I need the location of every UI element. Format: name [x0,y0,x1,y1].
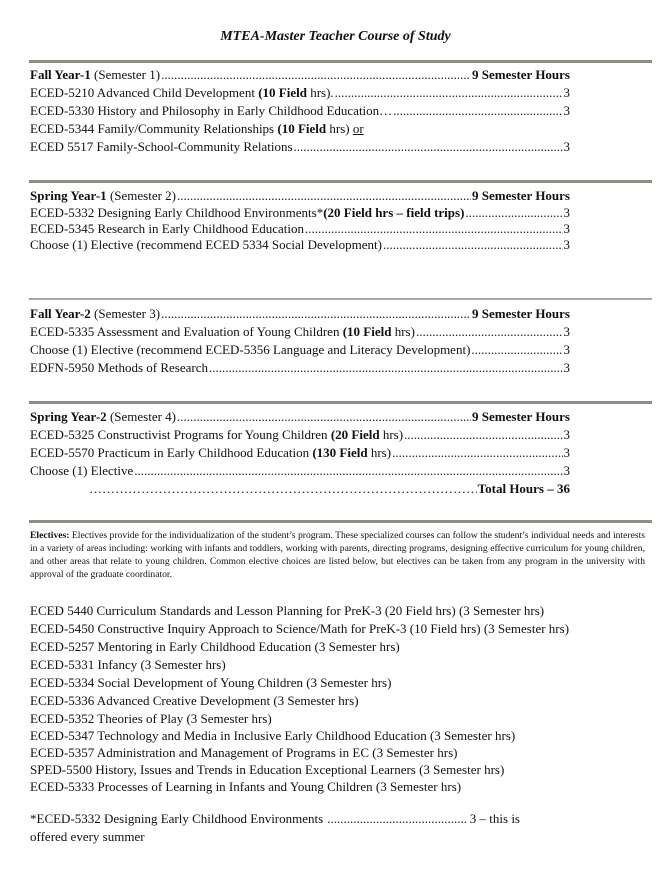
field-hours-suffix: hrs). [306,85,334,100]
course-row [30,84,570,102]
field-hours-suffix: hrs – field trips) [371,205,465,220]
semester-hours: 9 Semester Hours [472,306,570,321]
footnote [30,810,520,846]
leader-dots [393,102,562,120]
course-title: ECED-5344 Family/Community Relationships [30,121,278,136]
course-title: ECED-5570 Practicum in Early Childhood Education [30,445,313,460]
course-credits: 3 [563,103,570,118]
leader-dots [416,323,563,341]
leader-dots [294,138,563,156]
course-credits: 3 [563,342,570,357]
course-row [30,323,570,341]
course-row [30,120,570,138]
course-title: Choose (1) Elective (recommend ECED-5356 Language and Literacy Development) [30,342,471,357]
field-hours-suffix: hrs) [367,445,392,460]
section-divider [29,180,652,183]
semester-spring-year-1 [30,187,570,253]
semester-name: Spring Year-1 [30,188,107,203]
semester-name: Fall Year-2 [30,306,91,321]
leader-dots [383,237,563,253]
elective-item: ECED-5336 Advanced Creative Development (3 Semester hrs) [30,693,359,708]
semester-header [30,187,570,205]
course-row [30,444,570,462]
course-credits: 3 [563,221,570,236]
elective-item: SPED-5500 History, Issues and Trends in Education Exceptional Learners (3 Semester hrs) [30,762,505,777]
section-divider [29,401,652,404]
footnote-credits: 3 – this is [469,811,520,826]
elective-item: ECED-5331 Infancy (3 Semester hrs) [30,657,226,672]
course-title: ECED-5330 History and Philosophy in Early Childhood Education… [30,103,393,118]
leader-dots [161,66,471,84]
total-hours-row [30,480,570,498]
semester-fall-year-1 [30,66,570,156]
electives-text: Electives provide for the individualization of the student’s program. These specialized courses can follow the student’s individual needs and interests in a variety of areas including: working with infants and toddlers, working with parents, directing programs, designing effective curriculum for young children, and other areas that relate to young children. Common elective choices are listed below, but electives can be taken from any program in the university with approval of the graduate coordinator. [30,530,645,580]
course-credits: 3 [563,445,570,460]
course-title: ECED 5517 Family-School-Community Relations [30,139,293,154]
course-title: ECED-5210 Advanced Child Development [30,85,259,100]
field-hours: (10 Field [277,121,327,136]
leader-dots [305,221,562,237]
field-hours-suffix: hrs) [379,427,404,442]
leader-dots [404,426,562,444]
leader-dots [335,84,563,102]
semester-header [30,66,570,84]
field-hours: (20 Field [330,427,380,442]
course-row [30,102,570,120]
section-divider [29,298,652,300]
course-row [30,462,570,480]
semester-hours: 9 Semester Hours [472,188,570,203]
course-title: Choose (1) Elective [30,463,134,478]
or-connector: or [352,121,364,136]
leader-dots [327,810,466,828]
course-title: ECED-5332 Designing Early Childhood Environments* [30,205,324,220]
elective-item: ECED-5450 Constructive Inquiry Approach to Science/Math for PreK-3 (10 Field hrs) (3 Semester hrs) [30,621,570,636]
semester-number: (Semester 1) [90,67,161,82]
semester-number: (Semester 4) [106,409,176,424]
course-credits: 3 [563,463,570,478]
course-credits: 3 [563,360,570,375]
leader-dots [89,480,477,498]
semester-name: Fall Year-1 [30,67,91,82]
leader-dots [177,408,471,426]
document-title: MTEA-Master Teacher Course of Study [220,29,451,44]
field-hours-suffix: hrs) [391,324,415,339]
leader-dots [392,444,562,462]
footnote-course: *ECED-5332 Designing Early Childhood Environments [30,811,324,826]
course-title: ECED-5335 Assessment and Evaluation of Young Children [30,324,343,339]
semester-hours: 9 Semester Hours [472,409,570,424]
elective-item: ECED-5357 Administration and Management of Programs in EC (3 Semester hrs) [30,745,458,760]
course-row [30,237,570,253]
elective-list [30,602,660,795]
electives-lead: Electives: [30,530,70,541]
course-credits: 3 [563,205,570,220]
section-divider [29,520,652,523]
field-hours: (130 Field [312,445,368,460]
leader-dots [465,205,562,221]
footnote-availability: offered every summer [30,829,145,844]
course-credits: 3 [563,85,570,100]
field-hours: (10 Field [342,324,392,339]
electives-description [30,529,645,581]
elective-item: ECED-5352 Theories of Play (3 Semester hrs) [30,711,272,726]
course-title: ECED-5325 Constructivist Programs for Young Children [30,427,331,442]
course-row [30,221,570,237]
leader-dots [177,187,471,205]
leader-dots [209,359,563,377]
semester-number: (Semester 2) [106,188,176,203]
semester-header [30,408,570,426]
field-hours: (20 Field [323,205,372,220]
semester-fall-year-2 [30,305,570,377]
elective-item: ECED-5334 Social Development of Young Children (3 Semester hrs) [30,675,392,690]
course-row [30,359,570,377]
field-hours: (10 Field [258,85,307,100]
elective-item: ECED 5440 Curriculum Standards and Lesson Planning for PreK-3 (20 Field hrs) (3 Semester hrs) [30,603,545,618]
total-hours: Total Hours – 36 [477,481,570,496]
section-divider [29,60,652,63]
course-credits: 3 [563,139,570,154]
course-row [30,341,570,359]
elective-item: ECED-5347 Technology and Media in Inclusive Early Childhood Education (3 Semester hrs) [30,728,516,743]
semester-header [30,305,570,323]
course-credits: 3 [563,427,570,442]
leader-dots [161,305,471,323]
semester-number: (Semester 3) [90,306,161,321]
leader-dots [471,341,562,359]
leader-dots [134,462,562,480]
semester-name: Spring Year-2 [30,409,107,424]
elective-item: ECED-5333 Processes of Learning in Infants and Young Children (3 Semester hrs) [30,779,462,794]
course-title: ECED-5345 Research in Early Childhood Education [30,221,305,236]
course-credits: 3 [563,237,570,252]
course-row [30,426,570,444]
course-row [30,205,570,221]
course-row [30,138,570,156]
course-title: EDFN-5950 Methods of Research [30,360,208,375]
course-credits: 3 [563,324,570,339]
semester-spring-year-2 [30,408,570,498]
field-hours-suffix: hrs) [326,121,353,136]
semester-hours: 9 Semester Hours [472,67,570,82]
elective-item: ECED-5257 Mentoring in Early Childhood Education (3 Semester hrs) [30,639,400,654]
course-title: Choose (1) Elective (recommend ECED 5334 Social Development) [30,237,382,252]
